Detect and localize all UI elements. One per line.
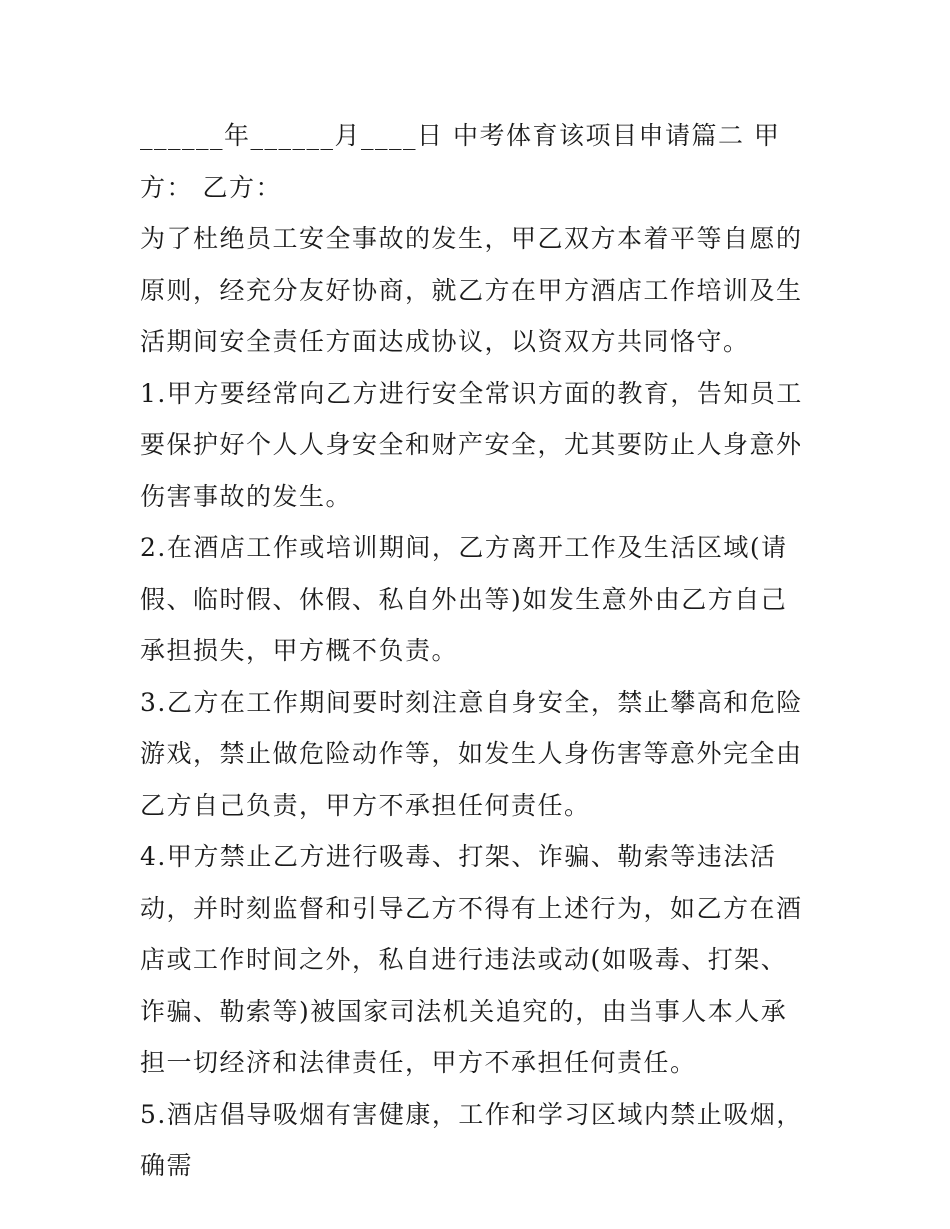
clause-4-paragraph: 4.甲方禁止乙方进行吸毒、打架、诈骗、勒索等违法活动，并时刻监督和引导乙方不得有上述行为，如乙方在酒店或工作时间之外，私自进行违法或动(如吸毒、打架、诈骗、勒索等)被国家司法机关追究的，由当事人本人承担一切经济和法律责任，甲方不承担任何责任。 [140, 842, 803, 1077]
header-line: ______年______月____日 中考体育该项目申请篇二 甲方： 乙方： [140, 121, 781, 202]
clause-3-paragraph: 3.乙方在工作期间要时刻注意自身安全，禁止攀高和危险游戏，禁止做危险动作等，如发生人身伤害等意外完全由乙方自己负责，甲方不承担任何责任。 [140, 687, 803, 820]
clause-2-paragraph: 2.在酒店工作或培训期间，乙方离开工作及生活区域(请假、临时假、休假、私自外出等)如发生意外由乙方自己承担损失，甲方概不负责。 [140, 533, 788, 665]
clause-5-paragraph: 5.酒店倡导吸烟有害健康，工作和学习区域内禁止吸烟，确需 [140, 1099, 803, 1180]
document-body [140, 110, 812, 1192]
preamble-paragraph: 为了杜绝员工安全事故的发生，甲乙双方本着平等自愿的原则，经充分友好协商，就乙方在甲方酒店工作培训及生活期间安全责任方面达成协议，以资双方共同恪守。 [140, 224, 803, 356]
clause-1-paragraph: 1.甲方要经常向乙方进行安全常识方面的教育，告知员工要保护好个人人身安全和财产安全，尤其要防止人身意外伤害事故的发生。 [140, 378, 803, 511]
